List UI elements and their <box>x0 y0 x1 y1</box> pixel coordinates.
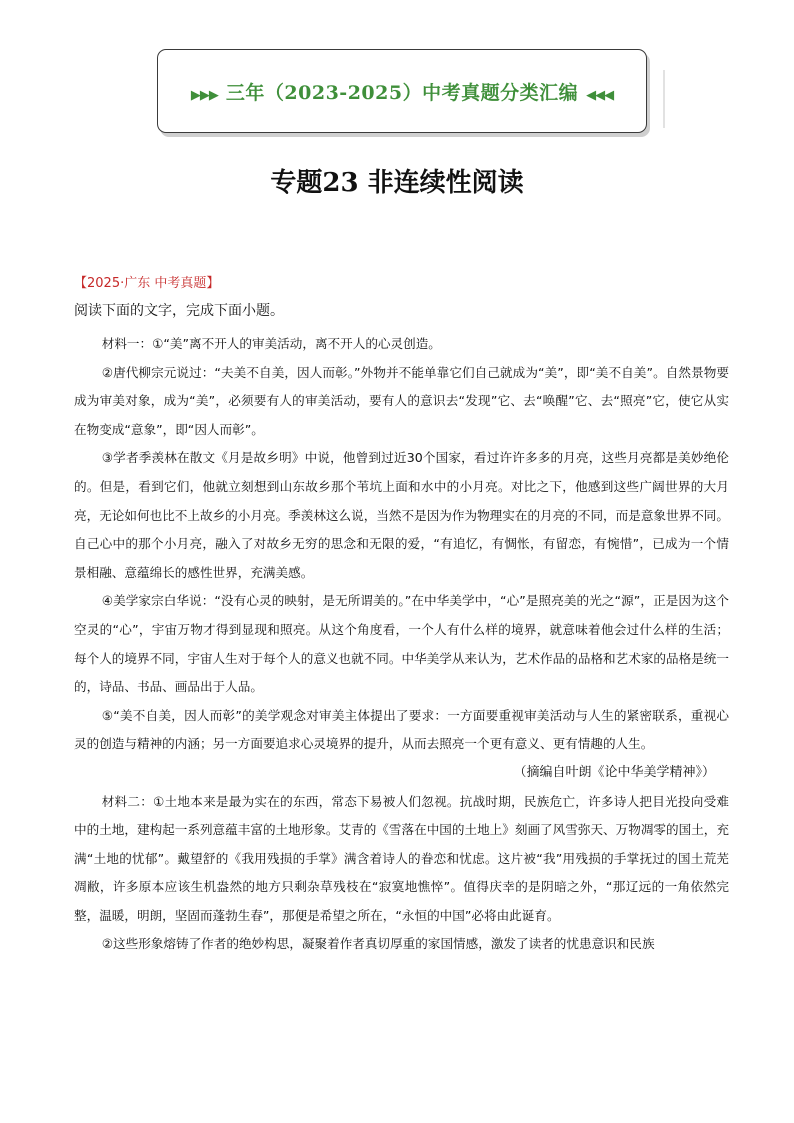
material-1-para-1: 材料一：①“美”离不开人的审美活动，离不开人的心灵创造。 <box>101 336 441 351</box>
material-1-para-5: ⑤“美不自美，因人而彰”的美学观念对审美主体提出了要求：一方面要重视审美活动与人生的紧密联系，重视心灵的创造与精神的内涵；另一方面要追求心灵境界的提升，从而去照亮一个更有意义、更有情趣的人生。 <box>74 707 729 752</box>
material-2-para-2: ②这些形象熔铸了作者的绝妙构思，凝聚着作者真切厚重的家国情感，激发了读者的忧患意识和民族 <box>101 936 655 952</box>
material-1-para-3: ③学者季羡林在散文《月是故乡明》中说，他曾到过近30个国家，看过许许多多的月亮，这些月亮都是美妙绝伦的。但是，看到它们，他就立刻想到山东故乡那个苇坑上面和水中的小月亮。对比之下，他感到这些广阔世界的大月亮，无论如何也比不上故乡的小月亮。季羡林这么说，当然不是因为作为物理实在的月亮的不同，而是意象世界不同。自己心中的那个小月亮，融入了对故乡无穷的思念和无限的爱，“有追忆，有惆怅，有留恋，有惋惜”，已成为一个情景相融、意蕴绵长的感性世界，充满美感。 <box>74 450 729 580</box>
material-1-para-4: ④美学家宗白华说：“没有心灵的映射，是无所谓美的。”在中华美学中，“心”是照亮美的光之“源”，正是因为这个空灵的“心”，宇宙万物才得到显现和照亮。从这个角度看，一个人有什么样的境界，就意味着他会过什么样的生活；每个人的境界不同，宇宙人生对于每个人的意义也就不同。中华美学从来认为，艺术作品的品格和艺术家的品格是统一的，诗品、书品、画品出于人品。 <box>74 593 729 695</box>
page-title: 专题23 非连续性阅读 <box>270 168 524 198</box>
material-1-source: （摘编自叶朗《论中华美学精神》） <box>513 764 715 780</box>
instruction-text: 阅读下面的文字，完成下面小题。 <box>74 303 284 319</box>
material-1-para-2: ②唐代柳宗元说过：“夫美不自美，因人而彰。”外物并不能单靠它们自己就成为“美”，即“美不自美”。自然景物要成为审美对象，成为“美”，必须要有人的审美活动，要有人的意识去“发现”它、去“唤醒”它、去“照亮”它，使它从实在物变成“意象”，即“因人而彰”。 <box>74 364 729 437</box>
right-arrows-icon: ▶▶▶ <box>190 88 218 103</box>
left-arrows-icon: ◀◀◀ <box>586 88 614 103</box>
exam-source-tag: 【2025·广东 中考真题】 <box>74 276 220 291</box>
header-banner <box>157 49 647 133</box>
banner-edge-line <box>663 70 665 128</box>
material-2-para-1: 材料二：①土地本来是最为实在的东西，常态下易被人们忽视。抗战时期，民族危亡，许多诗人把目光投向受难中的土地，建构起一系列意蕴丰富的土地形象。艾青的《雪落在中国的土地上》刻画了风雪弥天、万物凋零的国土，充满“土地的忧郁”。戴望舒的《我用残损的手掌》满含着诗人的眷恋和忧虑。这片被“我”用残损的手掌抚过的国土荒芜凋敝，许多原本应该生机盎然的地方只剩杂草残枝在“寂寞地憔悴”。值得庆幸的是阴暗之外，“那辽远的一角依然完整，温暖，明朗，坚固而蓬勃生春”，那便是希望之所在，“永恒的中国”必将由此诞育。 <box>74 793 729 923</box>
banner-title: 三年（2023-2025）中考真题分类汇编 <box>225 82 579 104</box>
banner-title-row <box>158 78 646 105</box>
reading-passage <box>74 330 729 959</box>
